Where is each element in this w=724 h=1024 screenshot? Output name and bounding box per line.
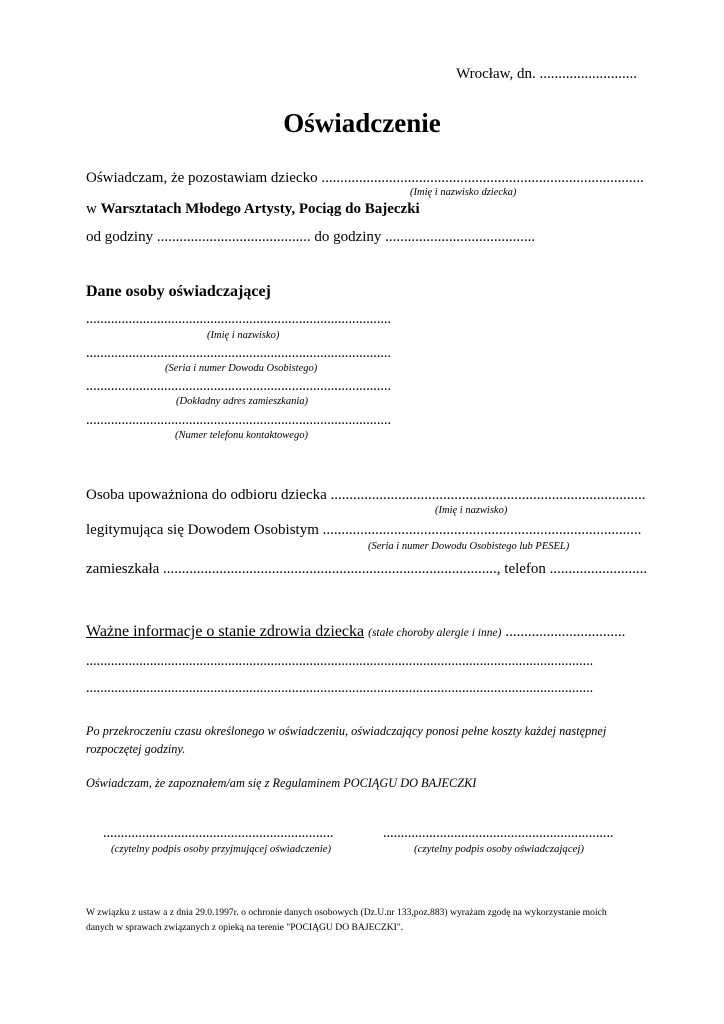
declarant-name-caption: (Imię i nazwisko) (207, 330, 280, 341)
overtime-note-line-2: rozpoczętej godziny. (86, 742, 186, 756)
declarant-name-line: ...................................................................................... (86, 311, 392, 327)
declarant-heading: Dane osoby oświadczającej (86, 283, 271, 300)
authorized-person-caption: (Imię i nazwisko) (435, 505, 508, 516)
data-consent-line-2: danych w sprawach związanych z opieką na terenie "POCIĄGU DO BAJECZKI". (86, 922, 404, 933)
authorized-id-caption: (Seria i numer Dowodu Osobistego lub PESEL) (368, 541, 570, 552)
declarant-phone-caption: (Numer telefonu kontaktowego) (175, 430, 308, 441)
health-info-label: Ważne informacje o stanie zdrowia dziecka (86, 623, 365, 640)
document-title: Oświadczenie (283, 108, 441, 138)
declarant-address-line: ...................................................................................... (86, 378, 392, 394)
health-info-line (86, 623, 625, 641)
right-signature-line: ................................................................. (383, 825, 614, 841)
declarant-id-line: ...................................................................................... (86, 345, 392, 361)
right-signature-caption: (czytelny podpis osoby oświadczającej) (414, 843, 585, 855)
workshop-prefix: w (86, 201, 97, 217)
health-info-dots: ................................ (505, 624, 626, 640)
data-consent-line-1: W związku z ustaw a z dnia 29.0.1997r. o ochronie danych osobowych (Dz.U.nr 133,poz.883) wyrażam zgodę na wykorzystanie moich (86, 907, 607, 918)
workshop-name: Warsztatach Młodego Artysty, Pociąg do Bajeczki (100, 201, 420, 217)
declarant-phone-line: ...................................................................................... (86, 412, 392, 428)
child-name-line: Oświadczam, że pozostawiam dziecko ...................................................................................... (86, 170, 644, 186)
authorized-person-line: Osoba upoważniona do odbioru dziecka .................................................................................... (86, 487, 646, 503)
health-info-line-3: ............................................................................................................................................... (86, 680, 594, 696)
health-info-line-2: ............................................................................................................................................... (86, 653, 594, 669)
authorized-address-line: zamieszkała ........................................................................................., telefon .......................... (86, 561, 648, 577)
declarant-id-caption: (Seria i numer Dowodu Osobistego) (165, 363, 318, 374)
declarant-address-caption: (Dokładny adres zamieszkania) (176, 396, 309, 407)
left-signature-line: ................................................................. (103, 825, 334, 841)
overtime-note-line-1: Po przekroczeniu czasu określonego w oświadczeniu, oświadczający ponosi pełne koszty każdej następnej (86, 724, 607, 738)
place-date-line: Wrocław, dn. .......................... (456, 66, 637, 82)
left-signature-caption: (czytelny podpis osoby przyjmującej oświadczenie) (111, 843, 332, 855)
workshop-line (86, 201, 420, 218)
regulations-statement: Oświadczam, że zapoznałem/am się z Regulaminem POCIĄGU DO BAJECZKI (86, 776, 477, 790)
child-name-caption: (Imię i nazwisko dziecka) (410, 187, 517, 198)
authorized-id-line: legitymująca się Dowodem Osobistym ..................................................................................... (86, 522, 642, 538)
health-info-hint: (stałe choroby alergie i inne) (368, 627, 502, 639)
hours-line: od godziny ......................................... do godziny ........................................ (86, 229, 536, 245)
